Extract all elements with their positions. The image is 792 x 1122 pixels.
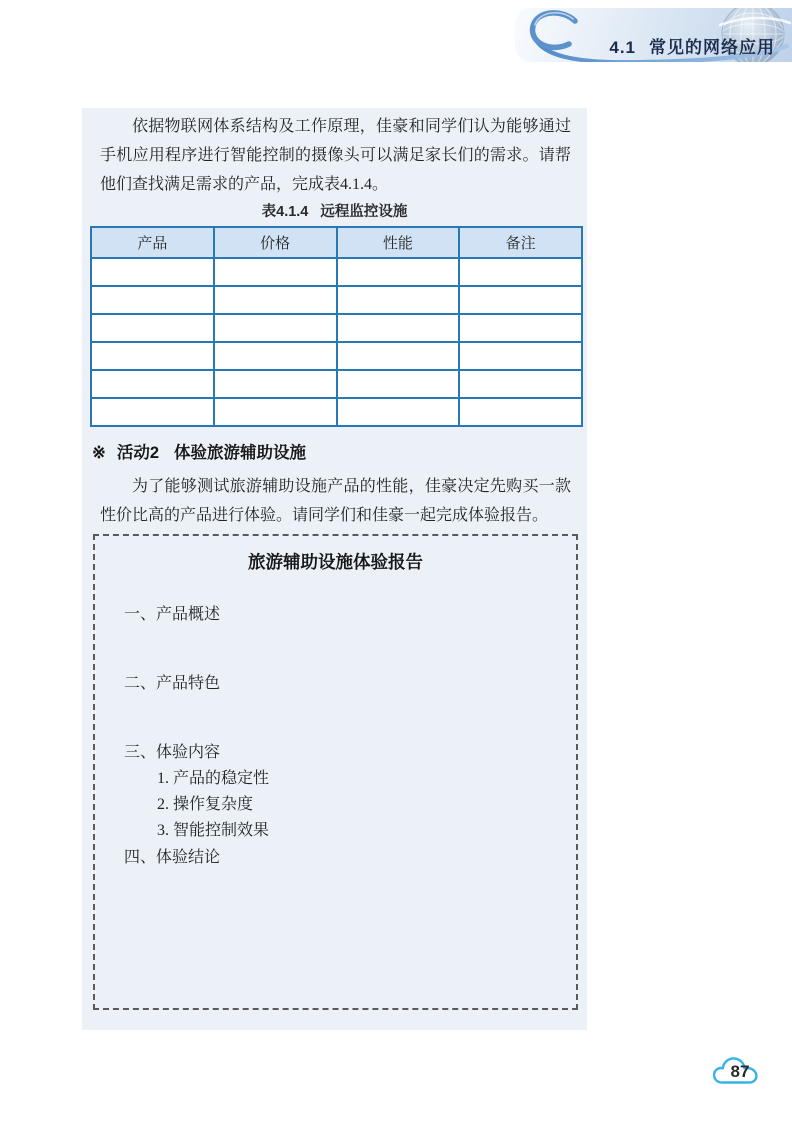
table-row bbox=[91, 398, 582, 426]
table-caption bbox=[82, 200, 587, 221]
content-panel bbox=[82, 108, 587, 1030]
table-cell bbox=[214, 398, 337, 426]
table-cell bbox=[214, 342, 337, 370]
table-cell bbox=[214, 258, 337, 286]
activity-marker: ※ bbox=[92, 444, 106, 462]
report-item-3: 三、体验内容 bbox=[124, 744, 221, 761]
table-row bbox=[91, 370, 582, 398]
monitoring-facilities-table bbox=[90, 226, 583, 427]
table-cell bbox=[337, 370, 460, 398]
table-cell bbox=[91, 398, 214, 426]
table-caption-title: 远程监控设施 bbox=[320, 204, 408, 220]
report-subitem-1: 1. 产品的稳定性 bbox=[157, 770, 270, 787]
page-number-badge bbox=[711, 1051, 763, 1091]
table-cell bbox=[337, 398, 460, 426]
table-cell bbox=[337, 314, 460, 342]
table-cell bbox=[337, 342, 460, 370]
column-header-price: 价格 bbox=[214, 227, 337, 258]
table-row bbox=[91, 314, 582, 342]
report-subitem-3: 3. 智能控制效果 bbox=[157, 822, 270, 839]
column-header-product: 产品 bbox=[91, 227, 214, 258]
table-cell bbox=[459, 398, 582, 426]
activity-title: 体验旅游辅助设施 bbox=[174, 444, 307, 462]
experience-report-box bbox=[93, 534, 578, 1010]
table-cell bbox=[459, 342, 582, 370]
intro-paragraph: 依据物联网体系结构及工作原理，佳豪和同学们认为能够通过手机应用程序进行智能控制的摄像头可以满足家长们的需求。请帮他们查找满足需求的产品，完成表4.1.4。 bbox=[100, 118, 571, 193]
column-header-notes: 备注 bbox=[459, 227, 582, 258]
report-item-2: 二、产品特色 bbox=[124, 675, 221, 692]
table-cell bbox=[91, 342, 214, 370]
table-row bbox=[91, 342, 582, 370]
table-cell bbox=[459, 314, 582, 342]
table-cell bbox=[459, 286, 582, 314]
table-cell bbox=[214, 286, 337, 314]
table-cell bbox=[337, 286, 460, 314]
table-row bbox=[91, 286, 582, 314]
table-cell bbox=[337, 258, 460, 286]
activity-label: 活动2 bbox=[116, 444, 160, 462]
section-number: 4.1 bbox=[609, 38, 636, 57]
table-cell bbox=[459, 258, 582, 286]
table-cell bbox=[459, 370, 582, 398]
activity-heading bbox=[92, 439, 587, 463]
table-cell bbox=[91, 286, 214, 314]
table-cell bbox=[91, 370, 214, 398]
table-row bbox=[91, 258, 582, 286]
chapter-header-banner bbox=[515, 8, 792, 62]
section-title: 常见的网络应用 bbox=[649, 38, 775, 57]
page-number: 87 bbox=[730, 1062, 750, 1081]
table-cell bbox=[214, 314, 337, 342]
column-header-performance: 性能 bbox=[337, 227, 460, 258]
report-item-4: 四、体验结论 bbox=[124, 849, 221, 866]
report-subitem-2: 2. 操作复杂度 bbox=[157, 796, 254, 813]
table-header-row bbox=[91, 227, 582, 258]
table-cell bbox=[91, 258, 214, 286]
report-title: 旅游辅助设施体验报告 bbox=[248, 552, 423, 572]
report-item-1: 一、产品概述 bbox=[124, 606, 221, 623]
table-cell bbox=[91, 314, 214, 342]
activity-paragraph: 为了能够测试旅游辅助设施产品的性能，佳豪决定先购买一款性价比高的产品进行体验。请同学们和佳豪一起完成体验报告。 bbox=[100, 478, 571, 524]
report-outline bbox=[124, 601, 556, 871]
page-title bbox=[609, 33, 775, 58]
table-cell bbox=[214, 370, 337, 398]
table-caption-number: 表4.1.4 bbox=[261, 204, 309, 220]
